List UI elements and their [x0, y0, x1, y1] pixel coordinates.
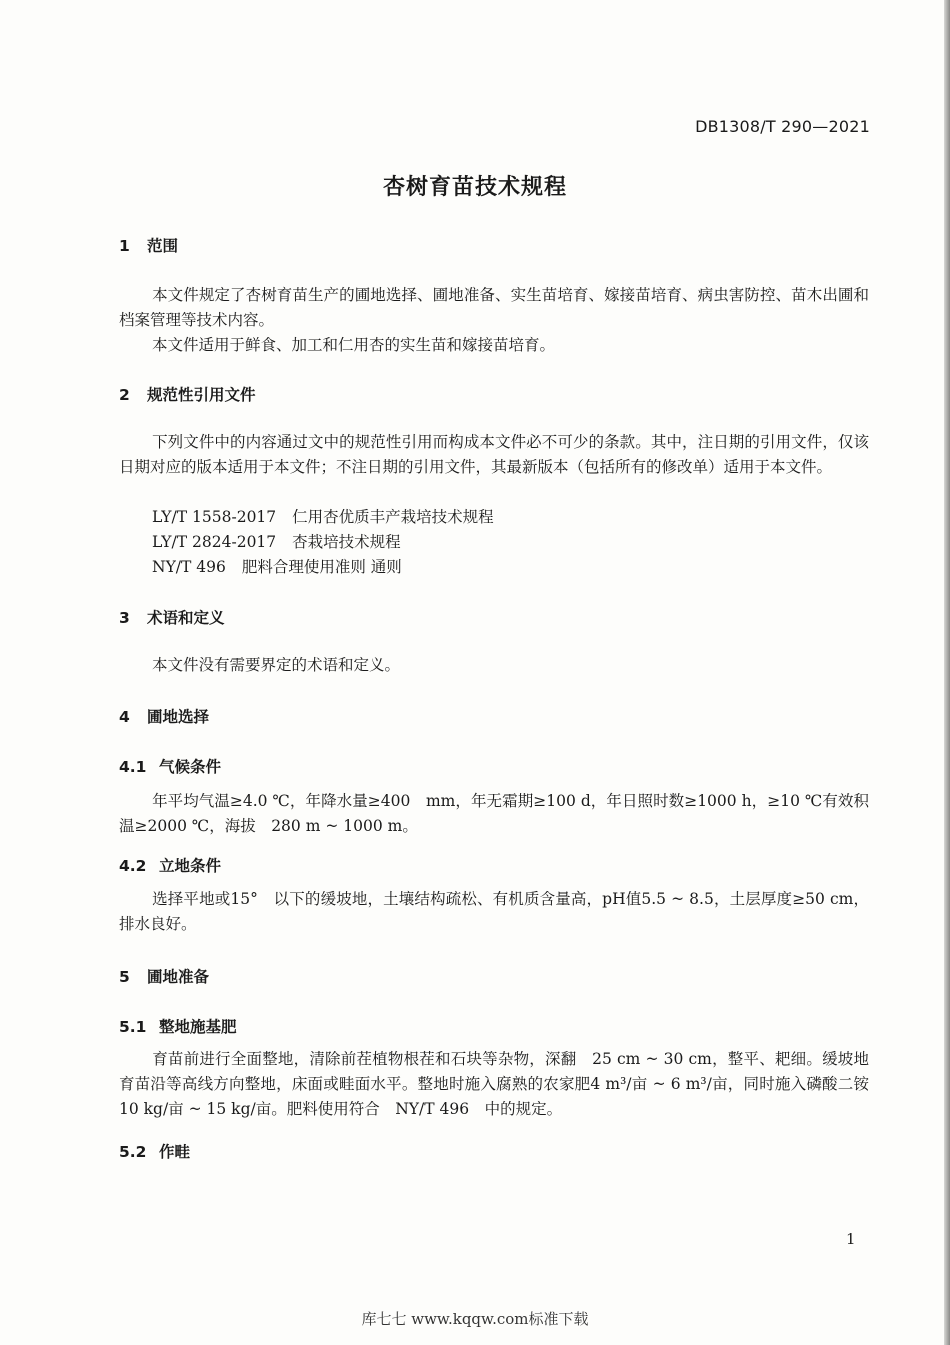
section-4-1-paragraph: 年平均气温≥4.0 ℃，年降水量≥400 mm，年无霜期≥100 d，年日照时数≥1000 h，≥10 ℃有效积温≥2000 ℃，海拔 280 m ~ 1000 m。: [119, 792, 869, 835]
section-1-paragraph-1: 本文件规定了杏树育苗生产的圃地选择、圃地准备、实生苗培育、嫁接苗培育、病虫害防控、苗木出圃和档案管理等技术内容。: [119, 286, 869, 329]
reference-item: [152, 530, 401, 555]
section-title: 作畦: [159, 1143, 191, 1161]
section-5-2-heading: [119, 1140, 190, 1162]
section-number: 5.1: [119, 1018, 147, 1036]
reference-item: [152, 505, 494, 530]
section-title: 圃地准备: [147, 968, 210, 986]
watermark-footer: 库七七 www.kqqw.com标准下载: [361, 1310, 589, 1328]
section-title: 整地施基肥: [159, 1018, 237, 1036]
page-number: 1: [846, 1230, 856, 1248]
section-title: 范围: [147, 237, 179, 255]
section-number: 4.1: [119, 758, 147, 776]
section-title: 规范性引用文件: [147, 386, 256, 404]
section-2-heading: [119, 383, 256, 405]
section-4-2-paragraph: 选择平地或15° 以下的缓坡地，土壤结构疏松、有机质含量高，pH值5.5 ~ 8.5，土层厚度≥50 cm，排水良好。: [119, 890, 869, 933]
reference-name: 杏栽培技术规程: [292, 533, 401, 551]
section-title: 立地条件: [159, 857, 222, 875]
section-number: 2: [119, 386, 130, 404]
section-4-heading: [119, 705, 209, 727]
document-title: 杏树育苗技术规程: [382, 175, 567, 200]
reference-name: 仁用杏优质丰产栽培技术规程: [292, 508, 494, 526]
section-1-heading: [119, 234, 178, 256]
reference-code: LY/T 1558-2017: [152, 508, 277, 526]
section-1-paragraph-2: 本文件适用于鲜食、加工和仁用杏的实生苗和嫁接苗培育。: [152, 336, 556, 354]
section-title: 圃地选择: [147, 708, 210, 726]
section-number: 4.2: [119, 857, 147, 875]
section-number: 5.2: [119, 1143, 147, 1161]
reference-item: [152, 555, 402, 580]
section-4-1-heading: [119, 755, 221, 777]
section-5-heading: [119, 965, 209, 987]
section-5-1-heading: [119, 1015, 237, 1037]
section-title: 气候条件: [159, 758, 222, 776]
reference-code: LY/T 2824-2017: [152, 533, 277, 551]
section-number: 3: [119, 609, 130, 627]
section-number: 5: [119, 968, 130, 986]
reference-name: 肥料合理使用准则 通则: [241, 558, 402, 576]
section-title: 术语和定义: [147, 609, 225, 627]
reference-code: NY/T 496: [152, 558, 226, 576]
section-5-1-paragraph: 育苗前进行全面整地，清除前茬植物根茬和石块等杂物，深翻 25 cm ~ 30 cm，整平、耙细。缓坡地育苗沿等高线方向整地，床面或畦面水平。整地时施入腐熟的农家肥4 m³/亩 ~ 6 m³/亩，同时施入磷酸二铵 10 kg/亩 ~ 15 kg/亩。肥料使用符合 NY/T 496 中的规定。: [119, 1050, 885, 1118]
section-3-heading: [119, 606, 225, 628]
scan-edge-shadow: [944, 0, 950, 1345]
section-2-paragraph-1: 下列文件中的内容通过文中的规范性引用而构成本文件必不可少的条款。其中，注日期的引用文件，仅该日期对应的版本适用于本文件；不注日期的引用文件，其最新版本（包括所有的修改单）适用于本文件。: [119, 433, 869, 476]
section-number: 4: [119, 708, 130, 726]
section-number: 1: [119, 237, 130, 255]
document-id: DB1308/T 290—2021: [695, 117, 870, 136]
section-3-paragraph-1: 本文件没有需要界定的术语和定义。: [152, 656, 401, 674]
section-4-2-heading: [119, 854, 221, 876]
